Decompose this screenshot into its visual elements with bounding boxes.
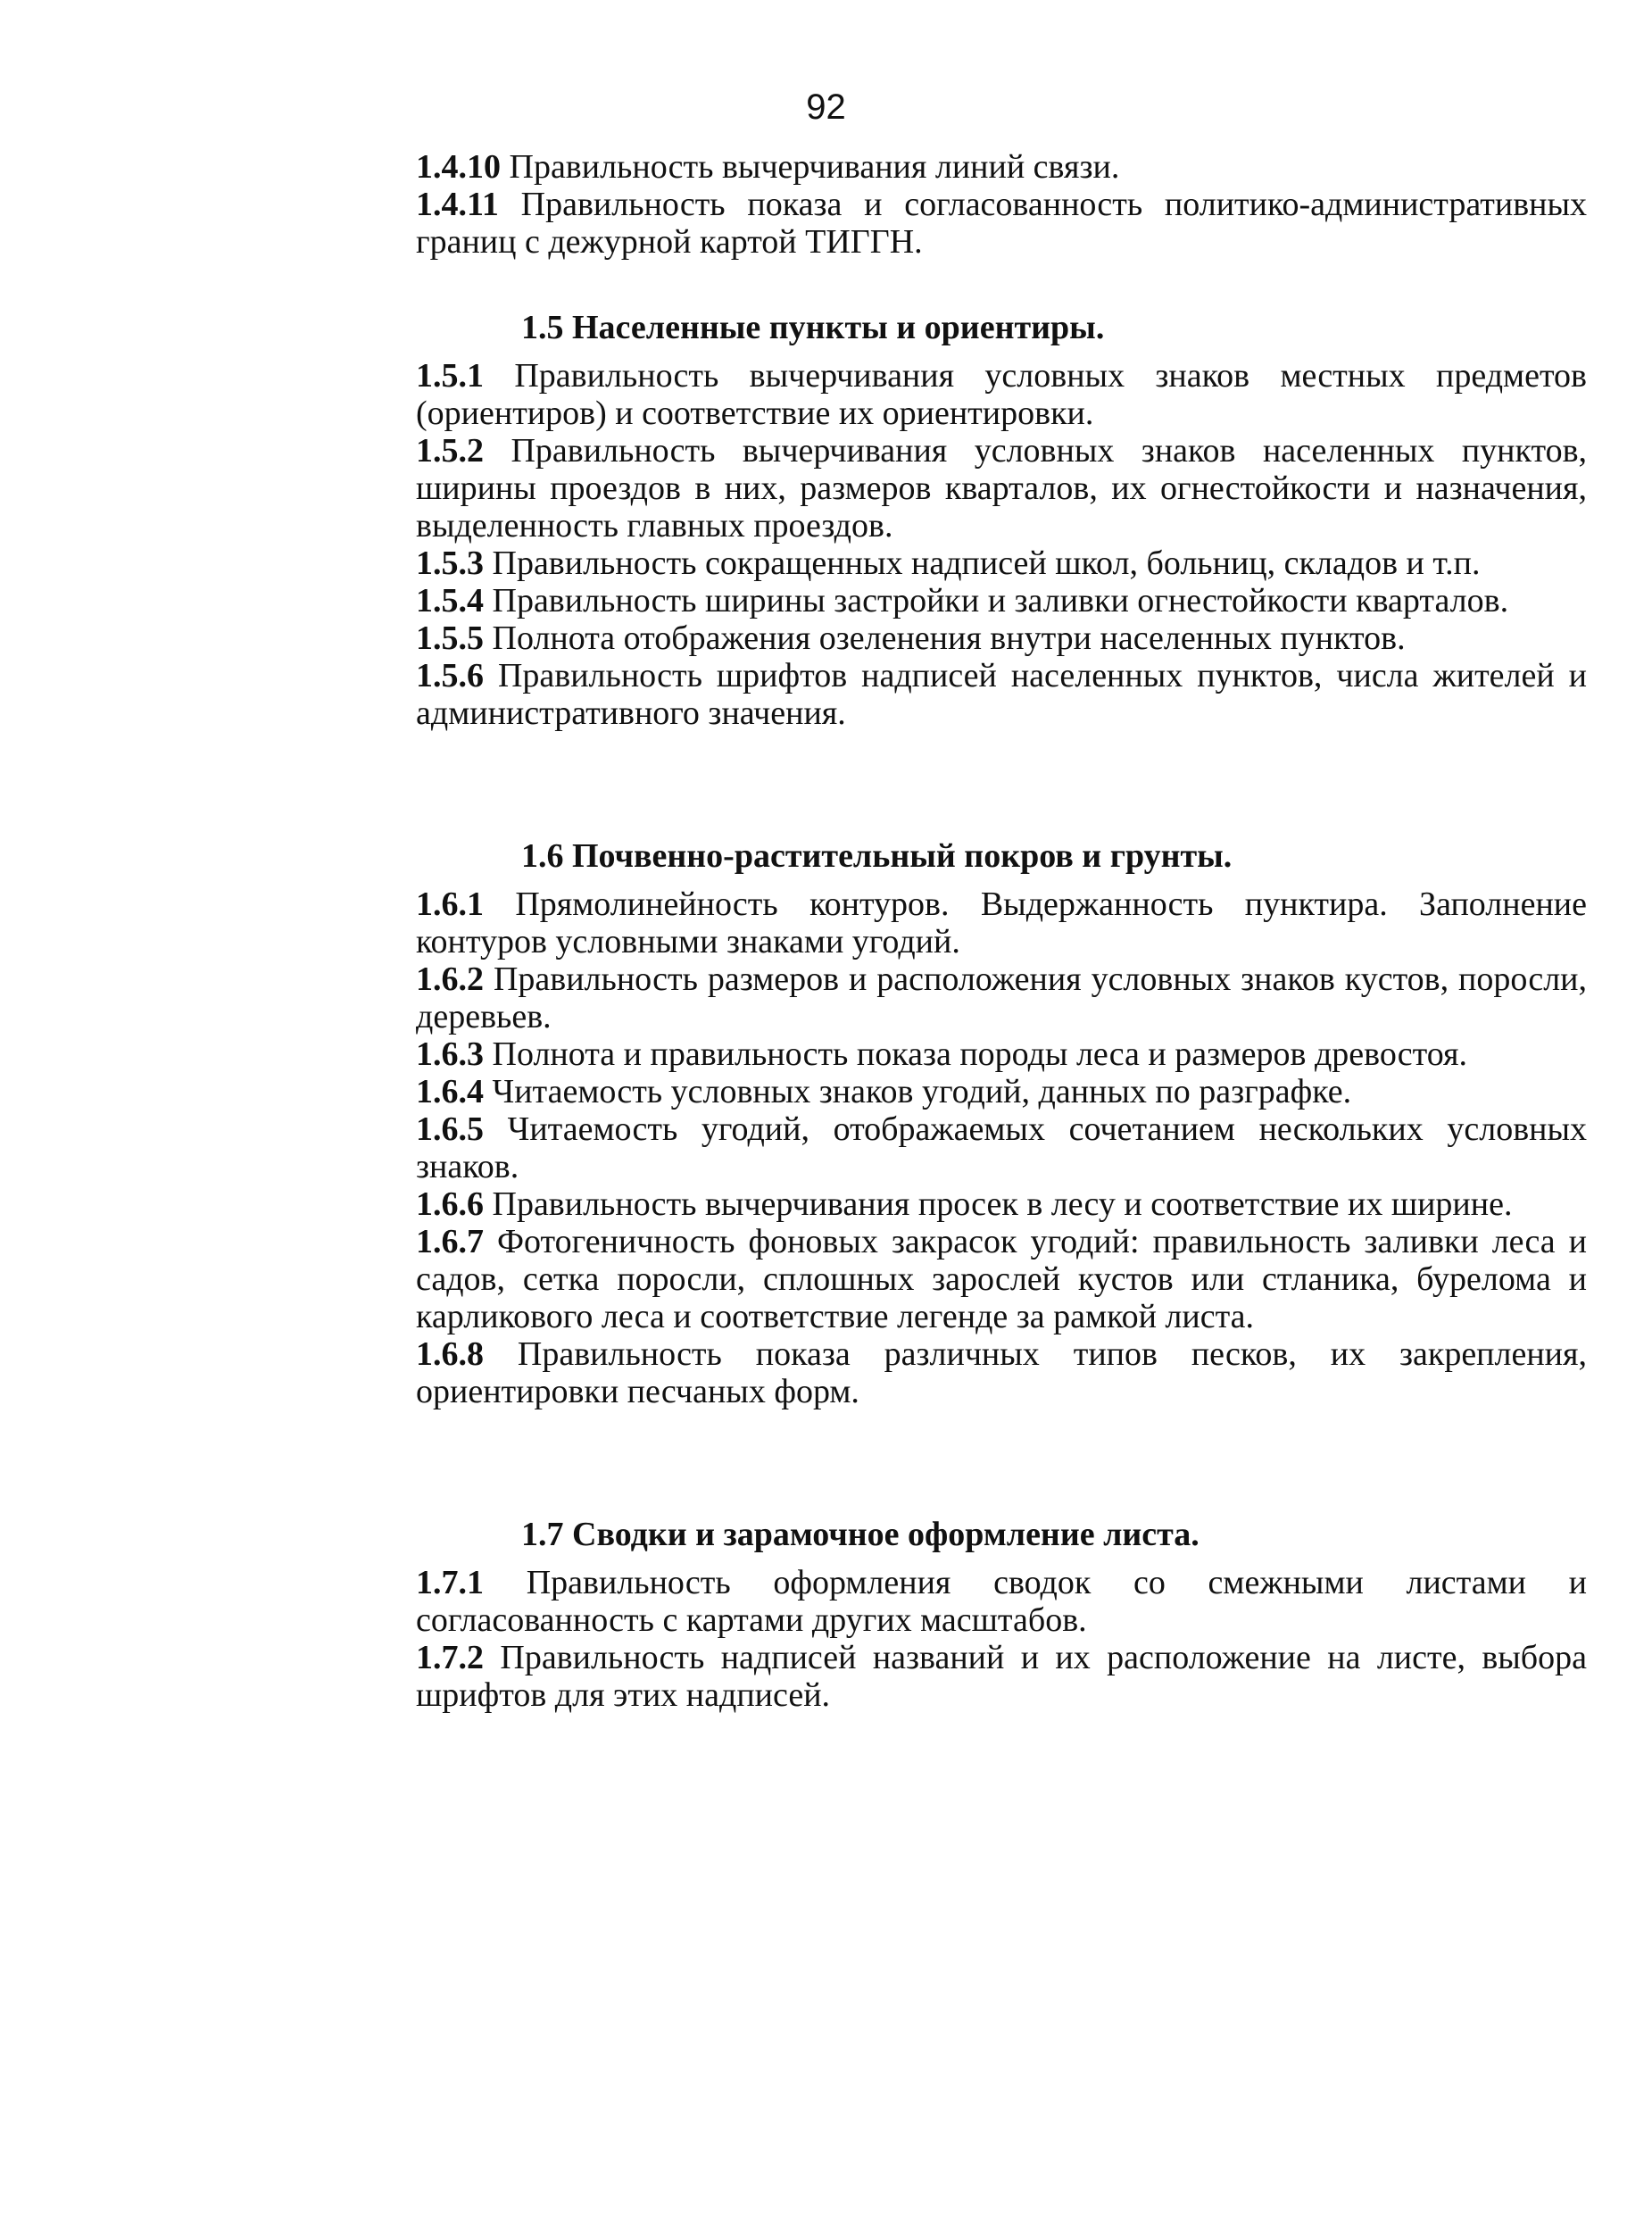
item-text: Прямолинейность контуров. Выдержанность пунктира. Заполнение контуров условными знаками угодий. — [416, 886, 1587, 960]
list-item — [416, 1035, 1587, 1073]
item-text: Правильность ширины застройки и заливки огнестойкости кварталов. — [492, 582, 1509, 619]
item-number: 1.4.11 — [416, 186, 499, 223]
item-number: 1.6.3 — [416, 1035, 484, 1073]
item-text: Правильность размеров и расположения условных знаков кустов, поросли, деревьев. — [416, 960, 1588, 1035]
section-title: 1.5 Населенные пункты и ориентиры. — [521, 309, 1105, 346]
item-text: Правильность показа различных типов песков, их закрепления, ориентировки песчаных форм. — [416, 1335, 1587, 1410]
item-text: Правильность вычерчивания просек в лесу и соответствие их ширине. — [492, 1185, 1513, 1223]
item-text: Читаемость условных знаков угодий, данных по разграфке. — [492, 1073, 1352, 1110]
list-item — [416, 886, 1587, 960]
section-1-5 — [416, 309, 1587, 732]
item-number: 1.6.7 — [416, 1223, 484, 1260]
item-number: 1.5.3 — [416, 545, 484, 582]
item-text: Правильность шрифтов надписей населенных пунктов, числа жителей и административного значения. — [416, 657, 1587, 732]
item-text: Правильность вычерчивания линий связи. — [509, 148, 1120, 186]
list-item — [416, 1335, 1587, 1410]
list-item — [416, 545, 1587, 582]
item-text: Полнота и правильность показа породы леса и размеров древостоя. — [492, 1035, 1467, 1073]
list-item — [416, 1223, 1587, 1335]
item-text: Правильность показа и согласованность политико-административных границ с дежурной картой ТИГГН. — [416, 186, 1587, 261]
page-number: 92 — [806, 87, 846, 127]
item-number: 1.4.10 — [416, 148, 501, 186]
item-number: 1.7.1 — [416, 1564, 484, 1601]
list-item — [416, 582, 1587, 619]
item-number: 1.6.6 — [416, 1185, 484, 1223]
item-text: Правильность оформления сводок со смежными листами и согласованность с картами других масштабов. — [416, 1564, 1588, 1639]
list-item — [416, 1073, 1587, 1110]
list-item — [416, 619, 1587, 657]
list-item — [416, 1639, 1587, 1714]
item-number: 1.5.2 — [416, 432, 484, 470]
item-text: Правильность вычерчивания условных знаков местных предметов (ориентиров) и соответствие их ориентировки. — [416, 357, 1588, 432]
item-number: 1.5.1 — [416, 357, 484, 395]
list-item — [416, 1185, 1587, 1223]
list-item — [416, 960, 1587, 1035]
item-text: Фотогеничность фоновых закрасок угодий: правильность заливки леса и садов, сетка поросли, сплошных зарослей кустов или стланика, бурелома и карликового леса и соответствие легенде за рамкой листа. — [416, 1223, 1588, 1335]
list-item — [416, 186, 1587, 261]
list-item — [416, 657, 1587, 732]
list-item — [416, 432, 1587, 545]
list-item — [416, 1564, 1587, 1639]
item-number: 1.5.4 — [416, 582, 484, 619]
item-number: 1.6.1 — [416, 886, 484, 923]
section-1-6 — [416, 837, 1587, 1410]
item-number: 1.5.5 — [416, 619, 484, 657]
list-item — [416, 148, 1587, 186]
item-text: Правильность сокращенных надписей школ, больниц, складов и т.п. — [492, 545, 1481, 582]
list-item — [416, 357, 1587, 432]
section-title: 1.6 Почвенно-растительный покров и грунты. — [521, 837, 1233, 875]
item-number: 1.7.2 — [416, 1639, 484, 1676]
item-text: Полнота отображения озеленения внутри населенных пунктов. — [492, 619, 1406, 657]
section-title: 1.7 Сводки и зарамочное оформление листа. — [521, 1516, 1200, 1553]
item-number: 1.6.2 — [416, 960, 484, 998]
item-text: Читаемость угодий, отображаемых сочетанием нескольких условных знаков. — [416, 1110, 1588, 1185]
item-number: 1.6.8 — [416, 1335, 484, 1373]
document-body — [416, 148, 1587, 1714]
item-number: 1.6.5 — [416, 1110, 484, 1148]
item-text: Правильность надписей названий и их расположение на листе, выбора шрифтов для этих надписей. — [416, 1639, 1587, 1714]
item-number: 1.6.4 — [416, 1073, 484, 1110]
list-item — [416, 1110, 1587, 1185]
section-1-7 — [416, 1516, 1587, 1714]
item-text: Правильность вычерчивания условных знаков населенных пунктов, ширины проездов в них, размеров кварталов, их огнестойкости и назначения, выделенность главных проездов. — [416, 432, 1588, 545]
item-number: 1.5.6 — [416, 657, 484, 694]
